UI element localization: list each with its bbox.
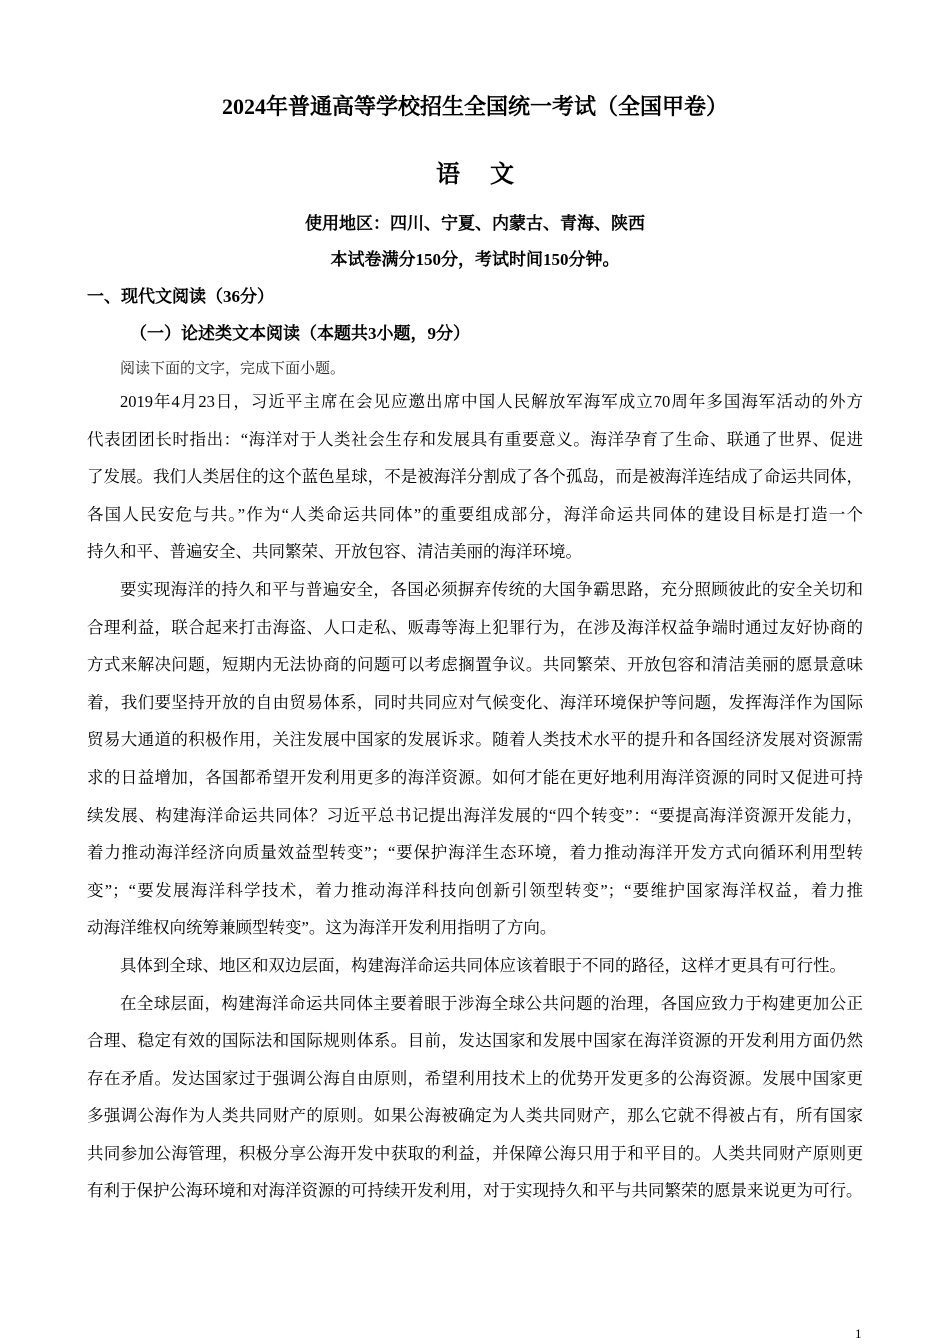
- paragraph-line: 有利于保护公海环境和对海洋资源的可持续开发利用，对于实现持久和平与共同繁荣的愿景来说更为可行。: [87, 1181, 863, 1201]
- paragraph-line: 要实现海洋的持久和平与普遍安全，各国必须摒弃传统的大国争霸思路，充分照顾彼此的安全关切和: [120, 579, 863, 599]
- paragraph-line: 共同参加公海管理，积极分享公海开发中获取的利益，并保障公海只用于和平目的。人类共同财产原则更: [87, 1143, 863, 1163]
- paragraph-line: 求的日益增加，各国都希望开发利用更多的海洋资源。如何才能在更好地利用海洋资源的同时又促进可持: [87, 767, 863, 787]
- subject-title: 语文: [436, 162, 544, 188]
- paragraph-line: 续发展、构建海洋命运共同体？习近平总书记提出海洋发展的“四个转变”：“要提高海洋资源开发能力，: [87, 805, 863, 825]
- exam-title: 2024年普通高等学校招生全国统一考试（全国甲卷）: [221, 94, 728, 119]
- regions-line: 使用地区：四川、宁夏、内蒙古、青海、陕西: [305, 214, 645, 233]
- paragraph-line: 着，我们要坚持开放的自由贸易体系，同时共同应对气候变化、海洋环境保护等问题，发挥海洋作为国际: [87, 692, 863, 712]
- paragraph-line: 贸易大通道的积极作用，关注发展中国家的发展诉求。随着人类技术水平的提升和各国经济发展对资源需: [87, 730, 863, 750]
- paragraph-line: 在全球层面，构建海洋命运共同体主要着眼于涉海全球公共问题的治理，各国应致力于构建更加公正: [120, 993, 863, 1013]
- paragraph-line: 2019年4月23日，习近平主席在会见应邀出席中国人民解放军海军成立70周年多国海军活动的外方: [120, 392, 863, 411]
- paragraph-line: 多强调公海作为人类共同财产的原则。如果公海被确定为人类共同财产，那么它就不得被占有，所有国家: [87, 1106, 863, 1126]
- paragraph: [87, 389, 863, 577]
- paragraph-line: 代表团团长时指出：“海洋对于人类社会生存和发展具有重要意义。海洋孕育了生命、联通了世界、促进: [87, 429, 863, 449]
- page-number: 1: [855, 1326, 862, 1341]
- paragraph-line: 动海洋维权向统筹兼顾型转变”。这为海洋开发利用指明了方向。: [87, 918, 557, 938]
- paragraph: [87, 991, 863, 1217]
- score-time-line: 本试卷满分150分，考试时间150分钟。: [330, 250, 620, 269]
- subsection-heading: （一）论述类文本阅读（本题共3小题，9分）: [130, 324, 470, 343]
- paragraph-line: 各国人民安危与共。”作为“人类命运共同体”的重要组成部分，海洋命运共同体的建设目标是打造一个: [87, 504, 863, 524]
- section-heading: 一、现代文阅读（36分）: [87, 287, 274, 306]
- passage-body: [87, 389, 863, 1216]
- paragraph: [87, 953, 863, 991]
- paragraph-line: 持久和平、普遍安全、共同繁荣、开放包容、清洁美丽的海洋环境。: [87, 542, 582, 562]
- paragraph: [87, 577, 863, 953]
- paragraph-line: 着力推动海洋经济向质量效益型转变”；“要保护海洋生态环境，着力推动海洋开发方式向循环利用型转: [87, 843, 863, 863]
- paragraph-line: 合理、稳定有效的国际法和国际规则体系。目前，发达国家和发展中国家在海洋资源的开发利用方面仍然: [87, 1031, 863, 1051]
- paragraph-line: 存在矛盾。发达国家过于强调公海自由原则，希望利用技术上的优势开发更多的公海资源。发展中国家更: [87, 1068, 863, 1088]
- paragraph-line: 变”；“要发展海洋科学技术，着力推动海洋科技向创新引领型转变”；“要维护国家海洋权益，着力推: [87, 880, 863, 900]
- paragraph-line: 具体到全球、地区和双边层面，构建海洋命运共同体应该着眼于不同的路径，这样才更具有可行性。: [120, 955, 846, 975]
- paragraph-line: 合理利益，联合起来打击海盗、人口走私、贩毒等海上犯罪行为，在涉及海洋权益争端时通过友好协商的: [87, 617, 863, 637]
- paragraph-line: 了发展。我们人类居住的这个蓝色星球，不是被海洋分割成了各个孤岛，而是被海洋连结成了命运共同体，: [87, 467, 863, 487]
- instruction: 阅读下面的文字，完成下面小题。: [120, 361, 346, 377]
- paragraph-line: 方式来解决问题，短期内无法协商的问题可以考虑搁置争议。共同繁荣、开放包容和清洁美丽的愿景意味: [87, 655, 863, 675]
